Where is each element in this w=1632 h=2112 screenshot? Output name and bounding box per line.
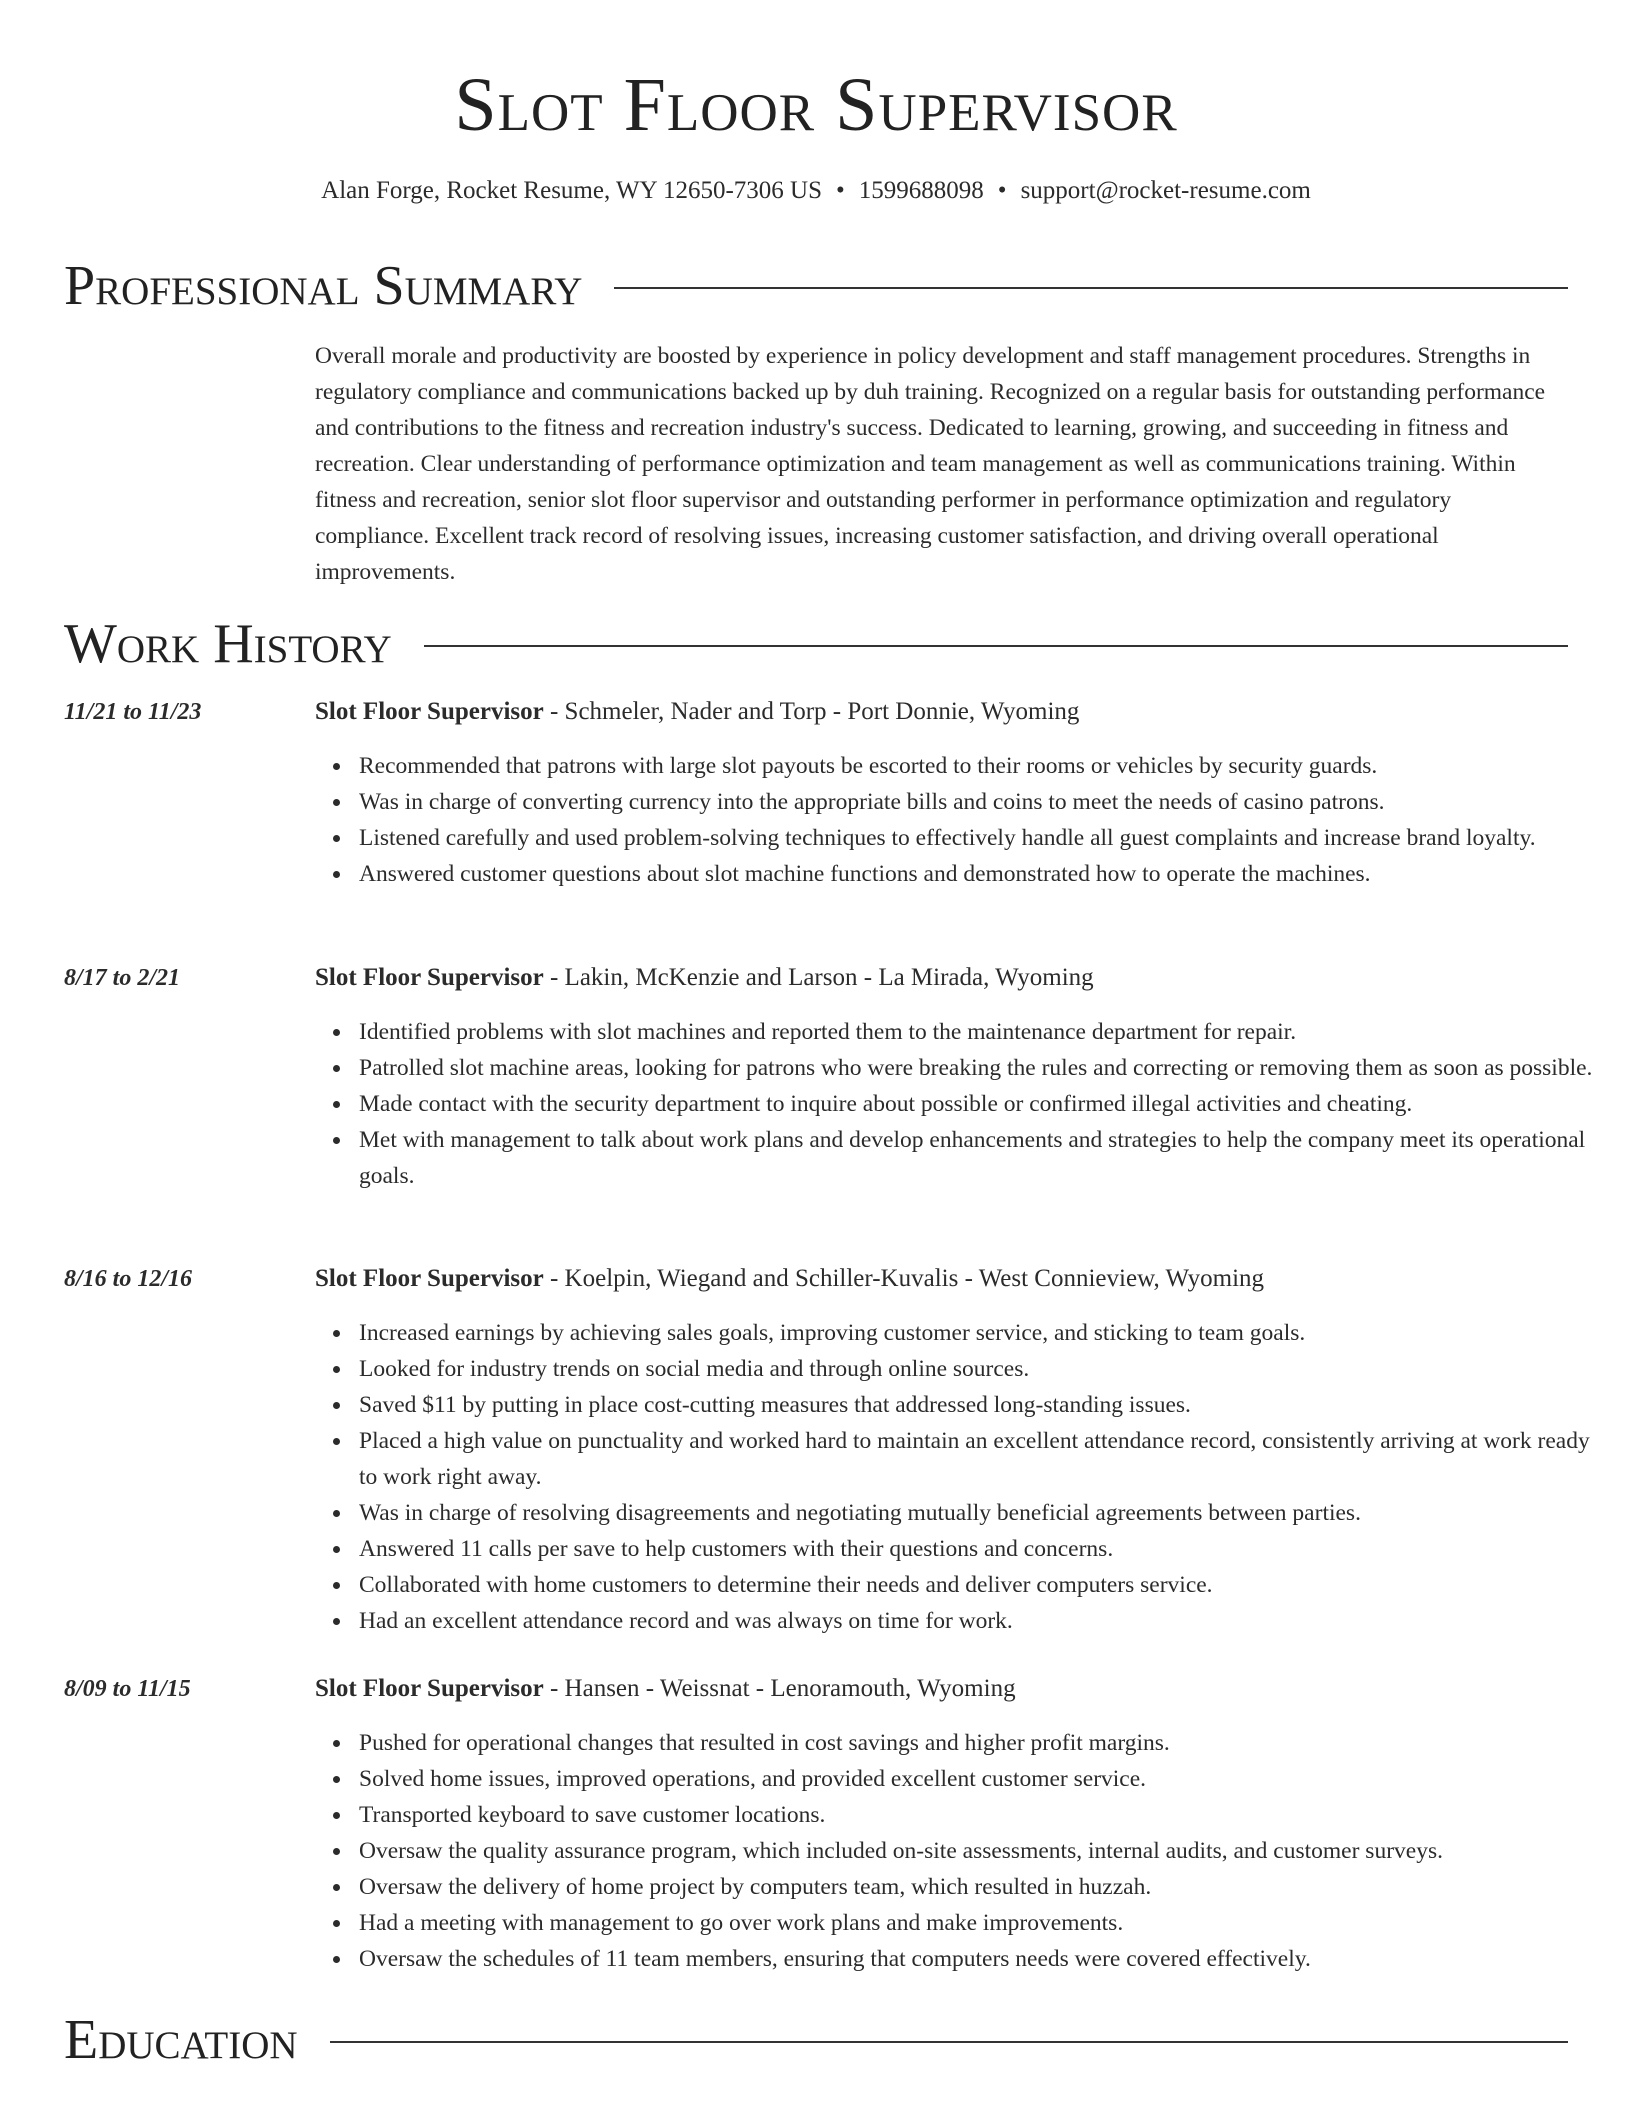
education-heading xyxy=(64,2008,1568,2072)
job-bullet-list xyxy=(315,1315,1612,1639)
job-bullet: Met with management to talk about work plans and develop enhancements and strategies to help the company meet its operational goals. xyxy=(359,1122,1612,1194)
contact-line xyxy=(0,175,1632,207)
section-divider xyxy=(330,2041,1568,2043)
contact-separator: • xyxy=(997,177,1007,204)
job-bullet: Listened carefully and used problem-solving techniques to effectively handle all guest complaints and increase brand loyalty. xyxy=(359,820,1612,856)
job-bullet: Had a meeting with management to go over work plans and make improvements. xyxy=(359,1905,1612,1941)
contact-address: Alan Forge, Rocket Resume, WY 12650-7306 US xyxy=(321,177,823,204)
job-header xyxy=(315,1261,1264,1297)
job-bullet: Oversaw the delivery of home project by computers team, which resulted in huzzah. xyxy=(359,1869,1612,1905)
section-heading-text: Professional Summary xyxy=(64,255,583,317)
section-divider xyxy=(614,287,1568,289)
contact-phone: 1599688098 xyxy=(858,177,984,204)
job-bullet: Saved $11 by putting in place cost-cutting measures that addressed long-standing issues. xyxy=(359,1387,1612,1423)
job-bullet: Collaborated with home customers to determine their needs and deliver computers service. xyxy=(359,1567,1612,1603)
job-dates: 11/21 to 11/23 xyxy=(64,699,202,725)
job-header xyxy=(315,1671,1016,1707)
job-dates: 8/09 to 11/15 xyxy=(64,1676,191,1702)
job-bullet-list xyxy=(315,1725,1612,1977)
job-bullet: Patrolled slot machine areas, looking for patrons who were breaking the rules and correcting or removing them as soon as possible. xyxy=(359,1050,1612,1086)
job-dates: 8/16 to 12/16 xyxy=(64,1266,193,1292)
job-bullet: Transported keyboard to save customer locations. xyxy=(359,1797,1612,1833)
job-bullet: Was in charge of resolving disagreements and negotiating mutually beneficial agreements between parties. xyxy=(359,1495,1612,1531)
job-bullet-list xyxy=(315,748,1612,892)
job-employer: - Schmeler, Nader and Torp - Port Donnie, Wyoming xyxy=(543,698,1080,725)
resume-title: Slot Floor Supervisor xyxy=(454,63,1178,147)
job-header xyxy=(315,694,1079,730)
section-heading-text: Work History xyxy=(64,613,392,675)
job-bullet: Answered 11 calls per save to help customers with their questions and concerns. xyxy=(359,1531,1612,1567)
contact-separator: • xyxy=(836,177,845,204)
job-dates: 8/17 to 2/21 xyxy=(64,965,181,991)
job-header xyxy=(315,960,1094,996)
job-bullet: Recommended that patrons with large slot payouts be escorted to their rooms or vehicles by security guards. xyxy=(359,748,1612,784)
job-bullet: Had an excellent attendance record and was always on time for work. xyxy=(359,1603,1612,1639)
job-title: Slot Floor Supervisor xyxy=(315,1265,544,1292)
job-bullet: Increased earnings by achieving sales goals, improving customer service, and sticking to team goals. xyxy=(359,1315,1612,1351)
job-bullet: Pushed for operational changes that resulted in cost savings and higher profit margins. xyxy=(359,1725,1612,1761)
job-bullet: Made contact with the security department to inquire about possible or confirmed illegal activities and cheating. xyxy=(359,1086,1612,1122)
professional-summary-heading xyxy=(64,254,1568,318)
section-divider xyxy=(424,645,1568,647)
work-history-heading xyxy=(64,612,1568,676)
job-employer: - Koelpin, Wiegand and Schiller-Kuvalis - West Connieview, Wyoming xyxy=(543,1265,1265,1292)
job-bullet-list xyxy=(315,1014,1612,1194)
job-title: Slot Floor Supervisor xyxy=(315,698,544,725)
summary-text: Overall morale and productivity are boosted by experience in policy development and staff management procedures. Strengths in regulatory compliance and communications backed up by duh training. Recognized on a regular basis for outstanding performance and contributions to the fitness and recreation industry's success. Dedicated to learning, growing, and succeeding in fitness and recreation. Clear understanding of performance optimization and team management as well as communications training. Within fitness and recreation, senior slot floor supervisor and outstanding performer in performance optimization and regulatory compliance. Excellent track record of resolving issues, increasing customer satisfaction, and driving overall operational improvements. xyxy=(315,343,1546,585)
section-heading-text: Education xyxy=(64,2009,298,2071)
job-bullet: Was in charge of converting currency into the appropriate bills and coins to meet the needs of casino patrons. xyxy=(359,784,1612,820)
job-bullet: Oversaw the schedules of 11 team members, ensuring that computers needs were covered effectively. xyxy=(359,1941,1612,1977)
job-employer: - Hansen - Weissnat - Lenoramouth, Wyoming xyxy=(543,1675,1016,1702)
job-bullet: Looked for industry trends on social media and through online sources. xyxy=(359,1351,1612,1387)
job-bullet: Identified problems with slot machines and reported them to the maintenance department for repair. xyxy=(359,1014,1612,1050)
job-bullet: Answered customer questions about slot machine functions and demonstrated how to operate the machines. xyxy=(359,856,1612,892)
job-bullet: Solved home issues, improved operations, and provided excellent customer service. xyxy=(359,1761,1612,1797)
job-bullet: Placed a high value on punctuality and worked hard to maintain an excellent attendance record, consistently arriving at work ready to work right away. xyxy=(359,1423,1612,1495)
job-title: Slot Floor Supervisor xyxy=(315,964,544,991)
job-employer: - Lakin, McKenzie and Larson - La Mirada, Wyoming xyxy=(543,964,1094,991)
job-bullet: Oversaw the quality assurance program, which included on-site assessments, internal audits, and customer surveys. xyxy=(359,1833,1612,1869)
contact-email: support@rocket-resume.com xyxy=(1020,177,1311,204)
job-title: Slot Floor Supervisor xyxy=(315,1675,544,1702)
